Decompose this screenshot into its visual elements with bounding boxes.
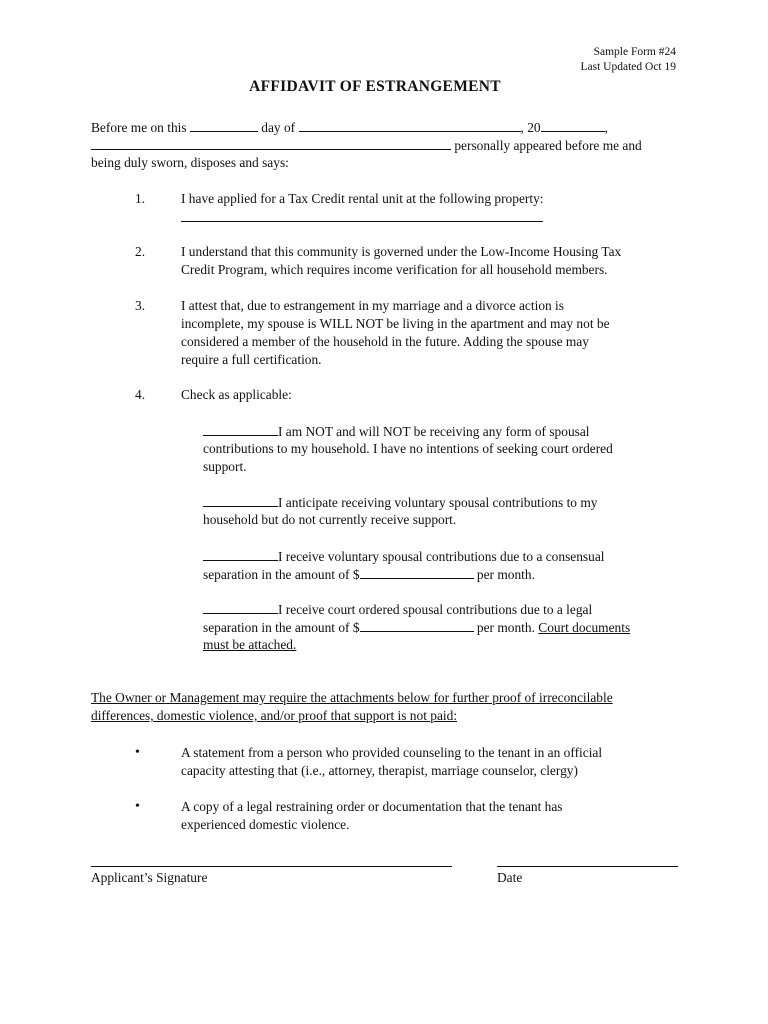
form-meta [581, 45, 677, 75]
item-line: I attest that, due to estrangement in my marriage and a divorce action is [181, 298, 564, 313]
intro-paragraph [91, 118, 681, 172]
property-line [181, 208, 681, 226]
applicant-signature-label: Applicant’s Signature [91, 870, 208, 885]
intro-day-of: day of [261, 120, 296, 135]
item-number: 4. [135, 387, 146, 402]
item-body [181, 190, 681, 226]
intro-before-me: Before me on this [91, 120, 187, 135]
item-line: incomplete, my spouse is WILL NOT be living in the apartment and may not be [181, 316, 610, 331]
document-title-text: AFFIDAVIT OF ESTRANGEMENT [249, 78, 501, 95]
amount-blank[interactable] [360, 618, 474, 632]
name-blank[interactable] [91, 136, 451, 150]
check-line: household but do not currently receive support. [203, 512, 457, 527]
check-blank[interactable] [203, 547, 278, 561]
check-option-2 [203, 493, 693, 529]
check-line: per month. [476, 620, 535, 635]
item-number: 1. [135, 191, 146, 206]
item-line: Credit Program, which requires income verification for all household members. [181, 262, 608, 277]
bullet-icon: • [135, 745, 140, 760]
intro-line-2 [91, 136, 681, 154]
item-number: 2. [135, 244, 146, 259]
intro-sworn: being duly sworn, disposes and says: [91, 155, 289, 170]
month-blank[interactable] [299, 118, 521, 132]
applicant-signature-line[interactable] [91, 866, 452, 867]
intro-comma: , [604, 120, 608, 135]
check-line: separation in the amount of $ [203, 620, 360, 635]
bullet-body [181, 744, 681, 780]
item-line: require a full certification. [181, 352, 322, 367]
date-line[interactable] [497, 866, 678, 867]
check-line: separation in the amount of $ [203, 567, 360, 582]
check-line: I anticipate receiving voluntary spousal contributions to my [278, 495, 598, 510]
bullet-line: A statement from a person who provided counseling to the tenant in an official [181, 745, 603, 760]
item-line: Check as applicable: [181, 387, 292, 402]
amount-blank[interactable] [360, 565, 474, 579]
bullet-line: experienced domestic violence. [181, 817, 350, 832]
must-be-attached-note: must be attached. [203, 637, 297, 652]
management-note [91, 689, 691, 725]
check-blank[interactable] [203, 422, 278, 436]
item-body [181, 243, 681, 279]
day-blank[interactable] [190, 118, 258, 132]
note-line: differences, domestic violence, and/or proof that support is not paid: [91, 708, 458, 723]
check-blank[interactable] [203, 493, 278, 507]
intro-line-1 [91, 118, 681, 136]
last-updated: Last Updated Oct 19 [580, 61, 676, 73]
form-number: Sample Form #24 [593, 46, 676, 58]
check-line: per month. [476, 567, 535, 582]
item-line: I have applied for a Tax Credit rental unit at the following property: [181, 191, 544, 206]
check-option-4 [203, 600, 693, 654]
year-blank[interactable] [541, 118, 605, 132]
document-title [0, 78, 768, 96]
item-body [181, 386, 681, 404]
check-option-1 [203, 422, 693, 476]
item-body [181, 297, 681, 369]
note-line: The Owner or Management may require the attachments below for further proof of irreconcilable [91, 690, 613, 705]
intro-line-3 [91, 154, 681, 172]
intro-appeared: personally appeared before me and [454, 138, 642, 153]
check-line: I receive court ordered spousal contributions due to a legal [278, 602, 593, 617]
item-number: 3. [135, 298, 146, 313]
check-blank[interactable] [203, 600, 278, 614]
check-option-3 [203, 547, 693, 583]
check-line: support. [203, 459, 247, 474]
date-label: Date [497, 870, 523, 885]
bullet-line: capacity attesting that (i.e., attorney, therapist, marriage counselor, clergy) [181, 763, 578, 778]
property-blank[interactable] [181, 208, 543, 222]
bullet-icon: • [135, 799, 140, 814]
intro-year-prefix: , 20 [520, 120, 541, 135]
item-line: considered a member of the household in the future. Adding the spouse may [181, 334, 589, 349]
check-line: I am NOT and will NOT be receiving any form of spousal [278, 424, 590, 439]
check-line: I receive voluntary spousal contributions due to a consensual [278, 549, 605, 564]
bullet-line: A copy of a legal restraining order or documentation that the tenant has [181, 799, 563, 814]
bullet-body [181, 798, 681, 834]
item-line: I understand that this community is governed under the Low-Income Housing Tax [181, 244, 622, 259]
check-line: contributions to my household. I have no intentions of seeking court ordered [203, 441, 613, 456]
court-documents-note: Court documents [538, 620, 631, 635]
